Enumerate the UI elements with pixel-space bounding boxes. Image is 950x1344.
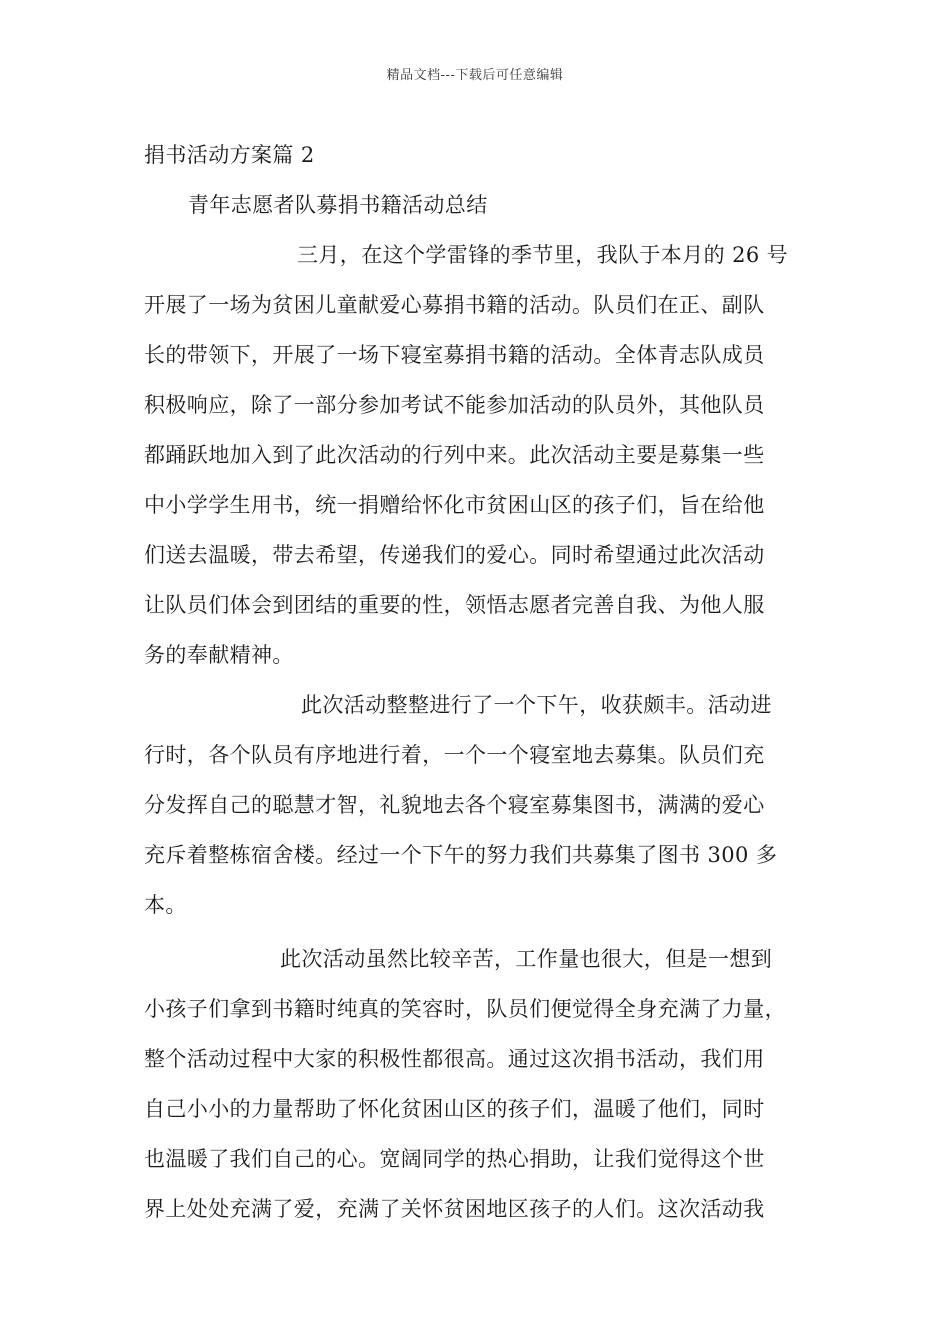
paragraph-line: 充斥着整栋宿舍楼。经过一个下午的努力我们共募集了图书 300 多: [144, 843, 778, 867]
paragraph-line: 界上处处充满了爱，充满了关怀贫困地区孩子的人们。这次活动我: [144, 1197, 765, 1221]
paragraph-line: 中小学学生用书，统一捐赠给怀化市贫困山区的孩子们，旨在给他: [144, 493, 765, 517]
paragraph-line: 本。: [144, 893, 187, 917]
paragraph-line: 都踊跃地加入到了此次活动的行列中来。此次活动主要是募集一些: [144, 443, 765, 467]
paragraph-line: 长的带领下，开展了一场下寝室募捐书籍的活动。全体青志队成员: [144, 343, 765, 367]
paragraph-1: [144, 230, 814, 680]
paragraph-line: 务的奉献精神。: [144, 643, 294, 667]
paragraph-line: 小孩子们拿到书籍时纯真的笑容时，队员们便觉得全身充满了力量，: [144, 997, 786, 1021]
paragraph-line: 自己小小的力量帮助了怀化贫困山区的孩子们，温暖了他们，同时: [144, 1097, 765, 1121]
paragraph-line: 三月，在这个学雷锋的季节里，我队于本月的 26 号: [297, 243, 789, 267]
paragraph-line: 们送去温暖，带去希望，传递我们的爱心。同时希望通过此次活动: [144, 543, 765, 567]
paragraph-line: 也温暖了我们自己的心。宽阔同学的热心捐助，让我们觉得这个世: [144, 1147, 765, 1171]
paragraph-line: 整个活动过程中大家的积极性都很高。通过这次捐书活动，我们用: [144, 1047, 765, 1071]
paragraph-line: 此次活动虽然比较辛苦，工作量也很大，但是一想到: [280, 947, 773, 971]
paragraph-line: 积极响应，除了一部分参加考试不能参加活动的队员外，其他队员: [144, 393, 765, 417]
document-title: 捐书活动方案篇 2: [144, 143, 315, 167]
paragraph-3: [144, 934, 814, 1234]
paragraph-2: [144, 680, 814, 930]
paragraph-line: 行时，各个队员有序地进行着，一个一个寝室地去募集。队员们充: [144, 743, 765, 767]
paragraph-line: 分发挥自己的聪慧才智，礼貌地去各个寝室募集图书，满满的爱心: [144, 793, 765, 817]
paragraph-line: 此次活动整整进行了一个下午，收获颇丰。活动进: [301, 693, 772, 717]
paragraph-line: 开展了一场为贫困儿童献爱心募捐书籍的活动。队员们在正、副队: [144, 293, 765, 317]
paragraph-line: 让队员们体会到团结的重要的性，领悟志愿者完善自我、为他人服: [144, 593, 765, 617]
document-body: [144, 130, 814, 1234]
document-subtitle: 青年志愿者队募捐书籍活动总结: [188, 193, 488, 217]
page-header: 精品文档---下载后可任意编辑: [386, 68, 564, 83]
